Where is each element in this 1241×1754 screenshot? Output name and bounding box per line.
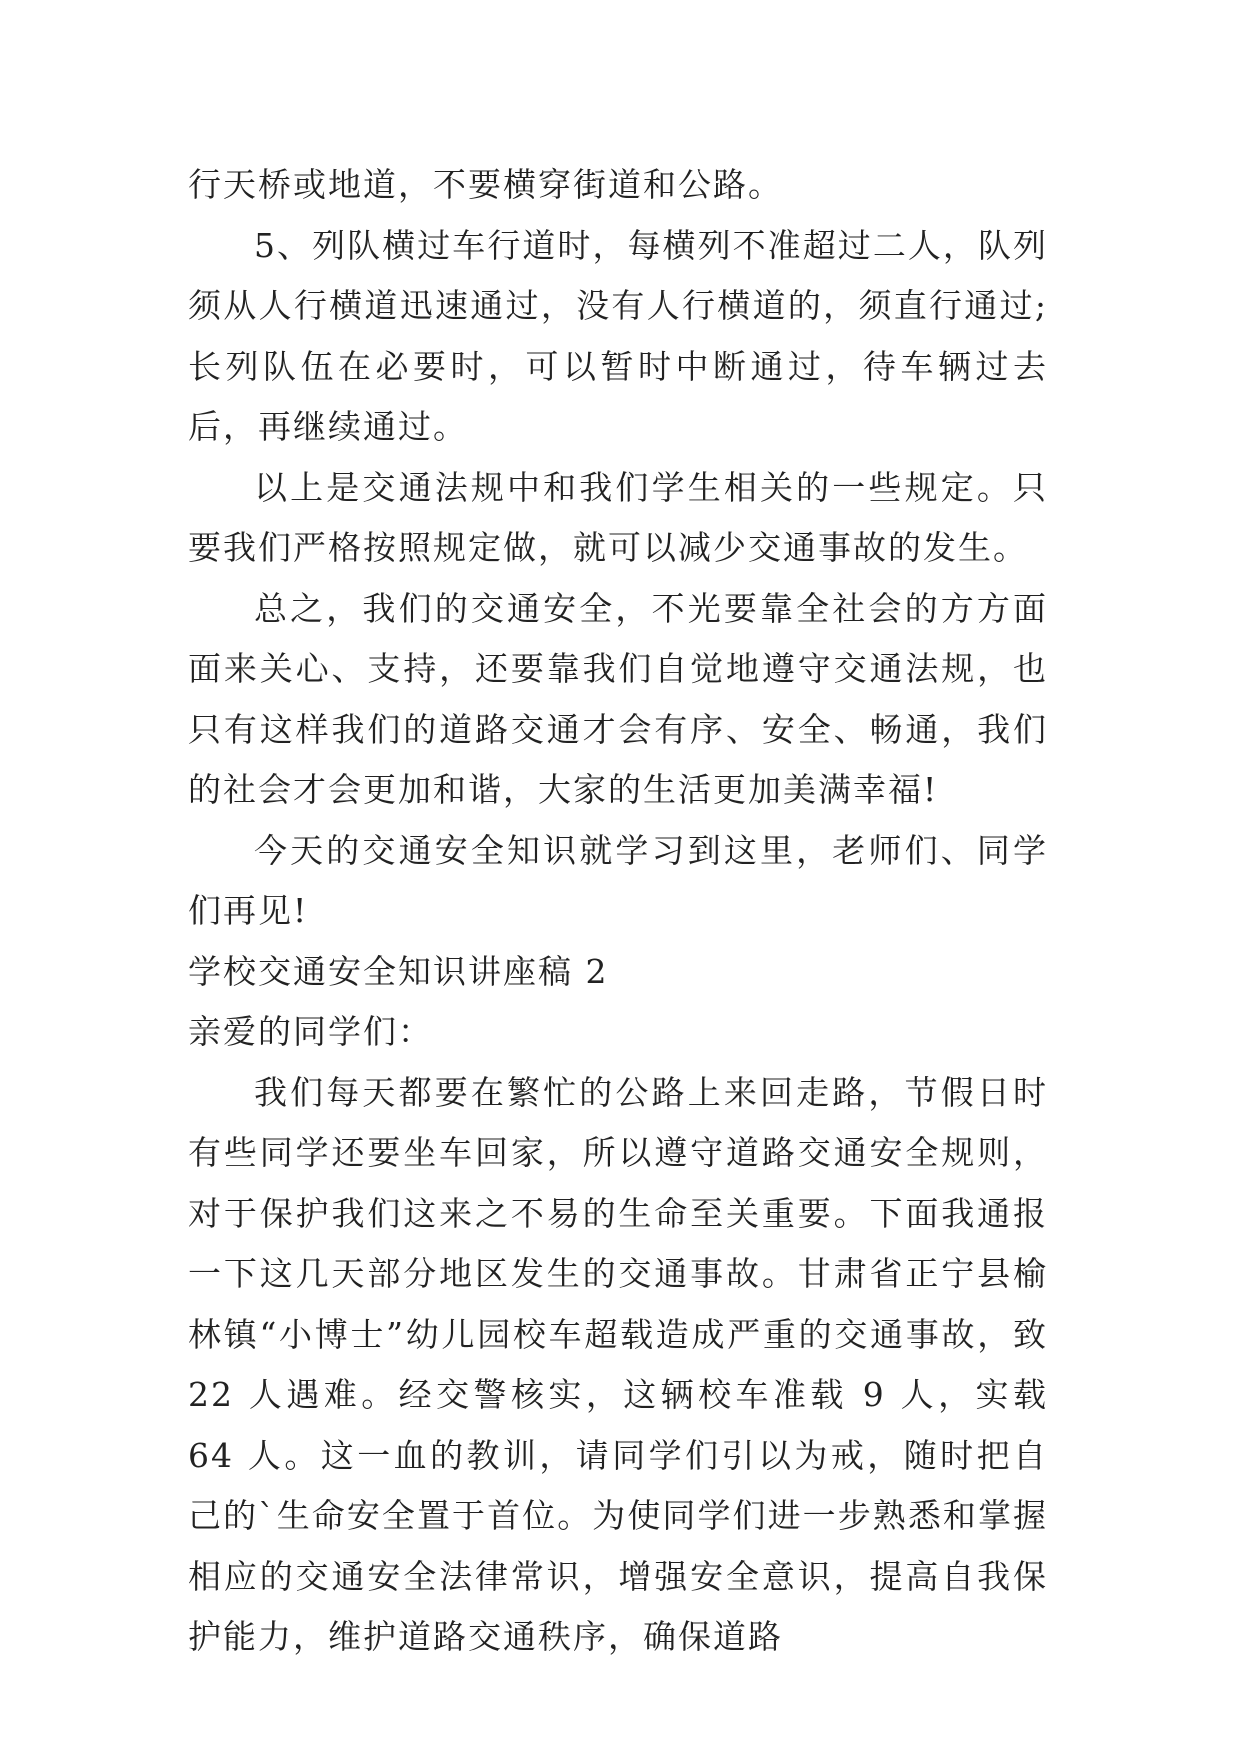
section-title: 学校交通安全知识讲座稿 2 bbox=[188, 951, 609, 991]
paragraph-conclusion: 总之，我们的交通安全，不光要靠全社会的方方面面来关心、支持，还要靠我们自觉地遵守交通法规，也只有这样我们的道路交通才会有序、安全、畅通，我们的社会才会更加和谐，大家的生活更加美满幸福! bbox=[188, 588, 1048, 809]
salutation: 亲爱的同学们： bbox=[188, 1012, 433, 1051]
paragraph-continuation: 行天桥或地道，不要横穿街道和公路。 bbox=[188, 165, 783, 204]
paragraph-farewell: 今天的交通安全知识就学习到这里，老师们、同学们再见! bbox=[188, 830, 1048, 930]
paragraph-body: 我们每天都要在繁忙的公路上来回走路，节假日时有些同学还要坐车回家，所以遵守道路交通安全规则，对于保护我们这来之不易的生命至关重要。下面我通报一下这几天部分地区发生的交通事故。甘肃省正宁县榆林镇“小博士”幼儿园校车超载造成严重的交通事故，致 22 人遇难。经交警核实，这辆校车准载 9 人，实载 64 人。这一血的教训，请同学们引以为戒，随时把自己的`生命安全置于首位。为使同学们进一步熟悉和掌握相应的交通安全法律常识，增强安全意识，提高自我保护能力，维护道路交通秩序，确保道路 bbox=[188, 1072, 1048, 1656]
document-body bbox=[188, 155, 1048, 1668]
paragraph-rule-5: 5、列队横过车行道时，每横列不准超过二人，队列须从人行横道迅速通过，没有人行横道的，须直行通过;长列队伍在必要时，可以暂时中断通过，待车辆过去后，再继续通过。 bbox=[188, 225, 1048, 446]
paragraph-summary: 以上是交通法规中和我们学生相关的一些规定。只要我们严格按照规定做，就可以减少交通事故的发生。 bbox=[188, 467, 1048, 567]
